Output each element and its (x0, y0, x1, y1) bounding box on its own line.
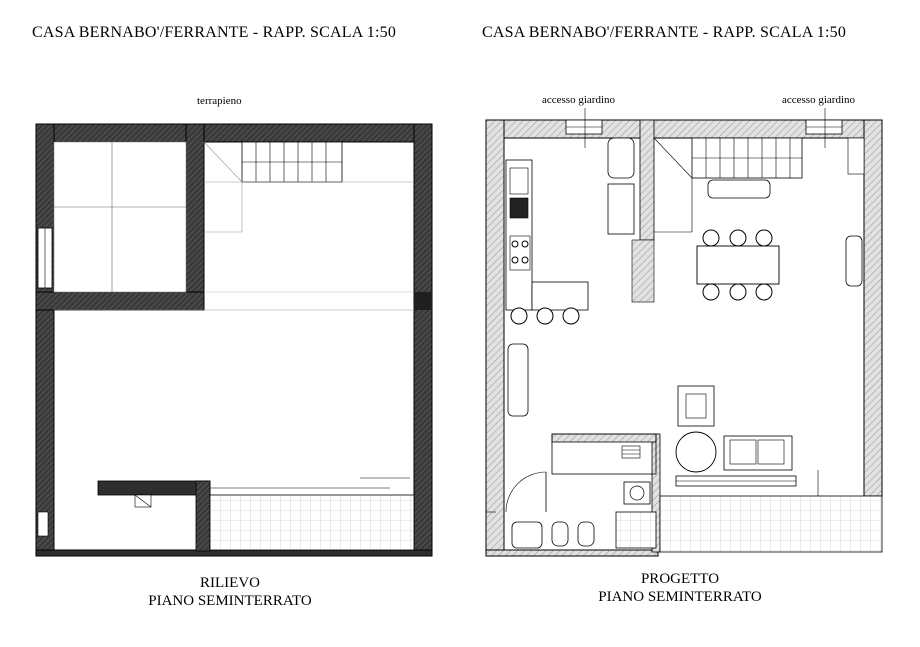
title-left: CASA BERNABO'/FERRANTE - RAPP. SCALA 1:50 (32, 24, 397, 41)
title-right: CASA BERNABO'/FERRANTE - RAPP. SCALA 1:50 (482, 24, 847, 41)
left-wall-interior (186, 124, 204, 306)
right-wall-interior (640, 120, 654, 240)
left-wall-top (36, 124, 432, 142)
left-wall-west (36, 124, 54, 556)
caption-right-line1: PROGETTO (640, 571, 720, 587)
caption-left-line1: RILIEVO (200, 575, 260, 591)
right-terrace-tiles (660, 496, 882, 552)
left-wall-bottom (36, 550, 432, 556)
right-kitchen (506, 160, 588, 324)
left-wall-east (414, 124, 432, 556)
right-wall-west (486, 120, 504, 556)
caption-right (565, 570, 795, 606)
plan-right-project (486, 108, 882, 556)
left-terrace-tiles (210, 495, 414, 550)
plan-left-survey (36, 124, 432, 556)
label-garden-access-right: accesso giardino (782, 94, 855, 106)
caption-right-line2: PIANO SEMINTERRATO (598, 589, 762, 605)
left-wall-lower (98, 481, 210, 495)
left-wall-interior-h (36, 292, 204, 310)
left-stairs (204, 142, 342, 232)
caption-left-line2: PIANO SEMINTERRATO (148, 593, 312, 609)
right-bathroom (512, 482, 656, 548)
right-round-table (676, 432, 716, 472)
label-terrapieno: terrapieno (197, 95, 242, 107)
caption-left (115, 574, 345, 610)
label-garden-access-left: accesso giardino (542, 94, 615, 106)
right-dining-table (697, 230, 779, 300)
right-wall-east (864, 120, 882, 496)
